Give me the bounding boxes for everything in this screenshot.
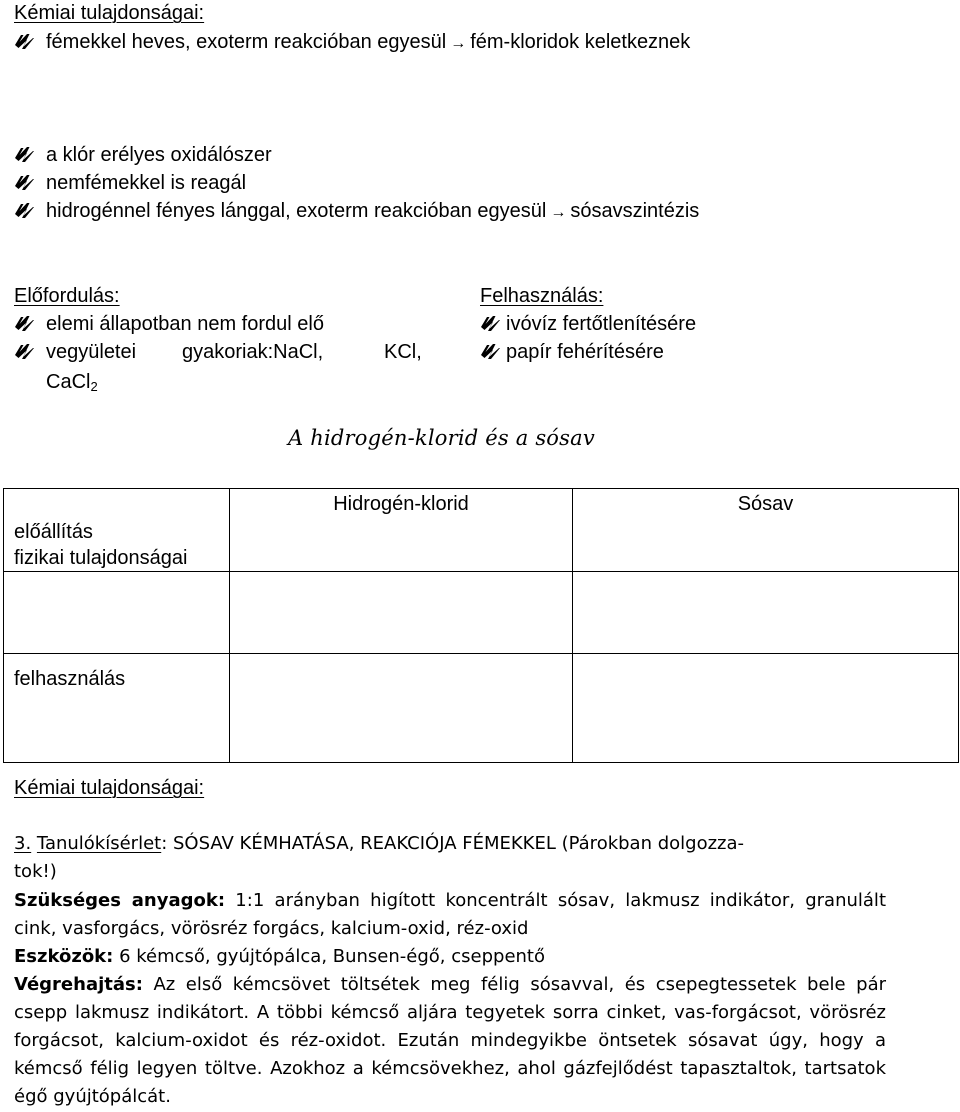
check-swoosh-icon: [14, 31, 38, 51]
list-item: hidrogénnel fényes lánggal, exoterm reakcióban egyesül → sósavszintézis: [14, 199, 699, 225]
table-cell: [4, 489, 230, 572]
table-row: [4, 572, 959, 654]
comparison-table: [3, 488, 959, 763]
right-arrow-icon: →: [450, 35, 467, 52]
table-cell: [573, 654, 959, 763]
column-header-hydrogen-chloride: Hidrogén-klorid: [230, 489, 573, 572]
list-item: elemi állapotban nem fordul elő: [14, 312, 324, 336]
list-item: vegyületei gyakoriak:NaCl, KCl,: [14, 340, 454, 364]
table-row: [4, 654, 959, 763]
check-swoosh-icon: [14, 172, 38, 192]
experiment-title: 3. Tanulókísérlet: SÓSAV KÉMHATÁSA, REAKCIÓJA FÉMEKKEL (Párokban dolgozza-: [14, 833, 745, 854]
check-swoosh-icon: [480, 341, 504, 361]
table-row: [4, 489, 959, 572]
chemical-properties-heading-2: Kémiai tulajdonságai:: [14, 777, 205, 799]
check-swoosh-icon: [480, 313, 504, 333]
list-item: a klór erélyes oxidálószer: [14, 143, 272, 167]
table-cell: [4, 572, 230, 654]
check-swoosh-icon: [14, 200, 38, 220]
procedure-paragraph: Végrehajtás: Az első kémcsövet töltsétek meg félig sósavval, és csepegtessetek bele pár csepp lakmusz indikátort. A többi kémcső aljára tegyetek sorra cinket, vas-forgácsot, vörösréz forgácsot, kalcium-oxidot és réz-oxidot. Ezután mindegyikbe öntsetek sósavat úgy, hogy a kémcső félig legyen töltve. Azokhoz a kémcsövekhez, ahol gázfejlődést tapasztaltok, tartsatok égő gyújtópálcát.: [14, 974, 886, 1107]
table-cell: [573, 572, 959, 654]
usage-heading: Felhasználás:: [480, 285, 604, 307]
list-item: ivóvíz fertőtlenítésére: [480, 312, 696, 336]
experiment-title-continuation: tok!): [14, 861, 57, 882]
list-item: nemfémekkel is reagál: [14, 171, 246, 195]
list-item: fémekkel heves, exoterm reakcióban egyesül → fém-kloridok keletkeznek: [14, 30, 690, 56]
tools-paragraph: Eszközök: 6 kémcső, gyújtópálca, Bunsen-égő, cseppentő: [14, 946, 545, 967]
table-cell: [230, 654, 573, 763]
chemical-properties-heading: Kémiai tulajdonságai:: [14, 2, 205, 24]
column-header-hydrochloric-acid: Sósav: [573, 489, 959, 572]
check-swoosh-icon: [14, 313, 38, 333]
materials-paragraph: Szükséges anyagok: 1:1 arányban higított koncentrált sósav, lakmusz indikátor, granulált cink, vasforgács, vörösréz forgács, kalcium-oxid, réz-oxid: [14, 890, 886, 939]
occurrence-heading: Előfordulás:: [14, 285, 120, 307]
list-item: papír fehérítésére: [480, 340, 664, 364]
right-arrow-icon: →: [550, 204, 567, 221]
row-label-usage: felhasználás: [4, 654, 230, 763]
row-label-production: előállítás: [14, 521, 93, 543]
table-cell: [230, 572, 573, 654]
row-label-physical-properties: fizikai tulajdonságai: [14, 547, 188, 569]
check-swoosh-icon: [14, 341, 38, 361]
section-title: A hidrogén-klorid és a sósav: [288, 426, 595, 450]
list-item-continuation: CaCl$_2$: [46, 371, 98, 394]
check-swoosh-icon: [14, 144, 38, 164]
